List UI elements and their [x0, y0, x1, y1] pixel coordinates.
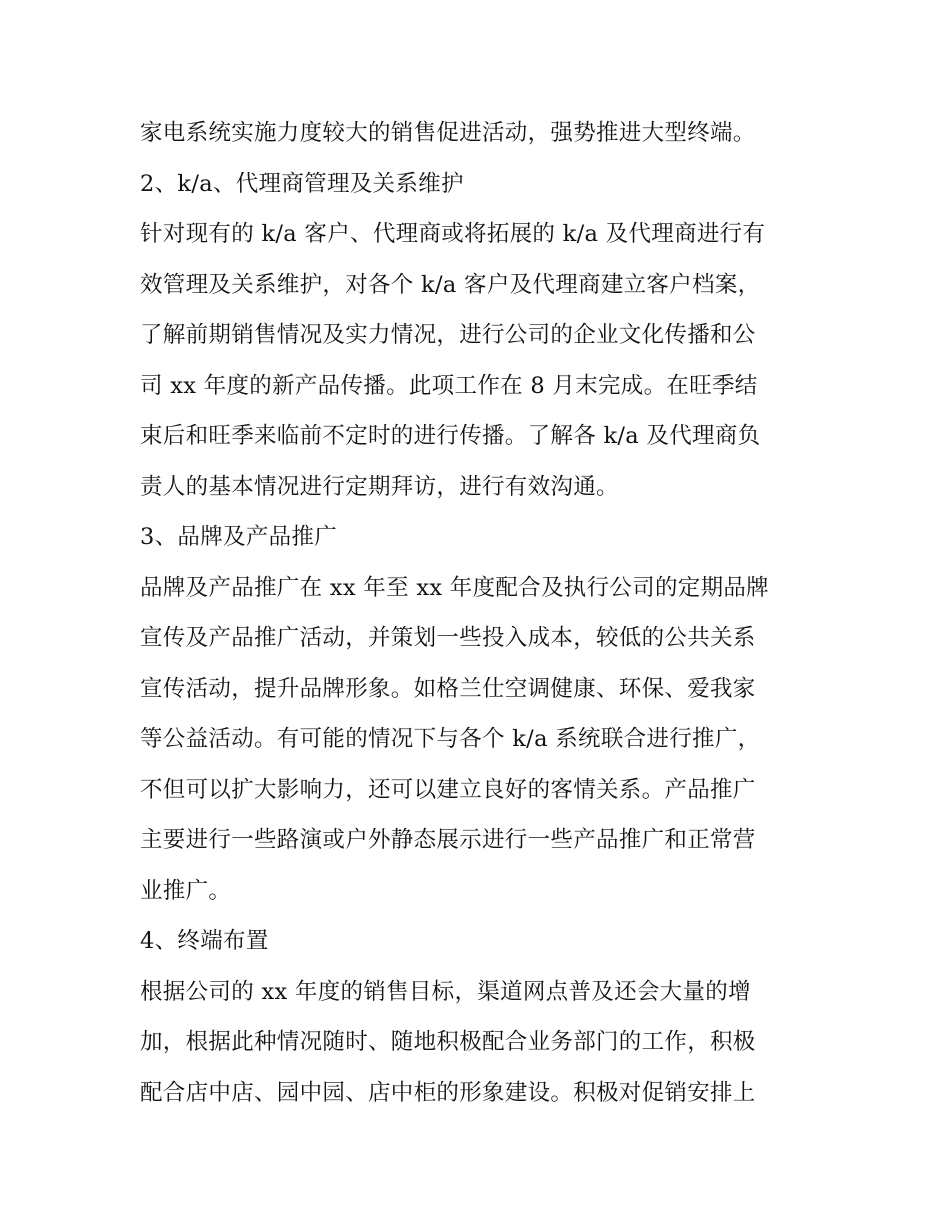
document-body: [140, 108, 815, 1118]
body-text-line: 家电系统实施力度较大的销售促进活动，强势推进大型终端。: [140, 120, 756, 146]
body-text-line: 品牌及产品推广在 xx 年至 xx 年度配合及执行公司的定期品牌: [140, 574, 769, 601]
body-text-line: 责人的基本情况进行定期拜访，进行有效沟通。: [140, 473, 619, 500]
body-text-line: 加，根据此种情况随时、随地积极配合业务部门的工作，积极: [140, 1029, 756, 1055]
body-text-line: 配合店中店、园中园、店中柜的形象建设。积极对促销安排上: [140, 1079, 756, 1106]
body-text-line: 针对现有的 k/a 客户、代理商或将拓展的 k/a 及代理商进行有: [140, 221, 766, 247]
body-text-line: 司 xx 年度的新产品传播。此项工作在 8 月末完成。在旺季结: [140, 372, 758, 399]
body-text-line: 根据公司的 xx 年度的销售目标，渠道网点普及还会大量的增: [140, 978, 751, 1005]
body-text-line: 宣传活动，提升品牌形象。如格兰仕空调健康、环保、爱我家: [140, 675, 756, 702]
body-text-line: 效管理及关系维护，对各个 k/a 客户及代理商建立客户档案，: [140, 271, 761, 298]
body-text-line: 宣传及产品推广活动，并策划一些投入成本，较低的公共关系: [140, 625, 756, 651]
body-text-line: 束后和旺季来临前不定时的进行传播。了解各 k/a 及代理商负: [140, 423, 761, 449]
body-text-line: 不但可以扩大影响力，还可以建立良好的客情关系。产品推广: [140, 776, 756, 803]
body-text-line: 了解前期销售情况及实力情况，进行公司的企业文化传播和公: [140, 322, 756, 348]
section-heading-brand-promotion: 3、品牌及产品推广: [140, 524, 338, 550]
body-text-line: 业推广。: [140, 877, 232, 904]
section-heading-terminal-layout: 4、终端布置: [140, 928, 269, 954]
body-text-line: 等公益活动。有可能的情况下与各个 k/a 系统联合进行推广，: [140, 726, 761, 752]
section-heading-ka-agent-management: 2、k/a、代理商管理及关系维护: [140, 170, 464, 197]
body-text-line: 主要进行一些路演或户外静态展示进行一些产品推广和正常营: [140, 827, 756, 853]
